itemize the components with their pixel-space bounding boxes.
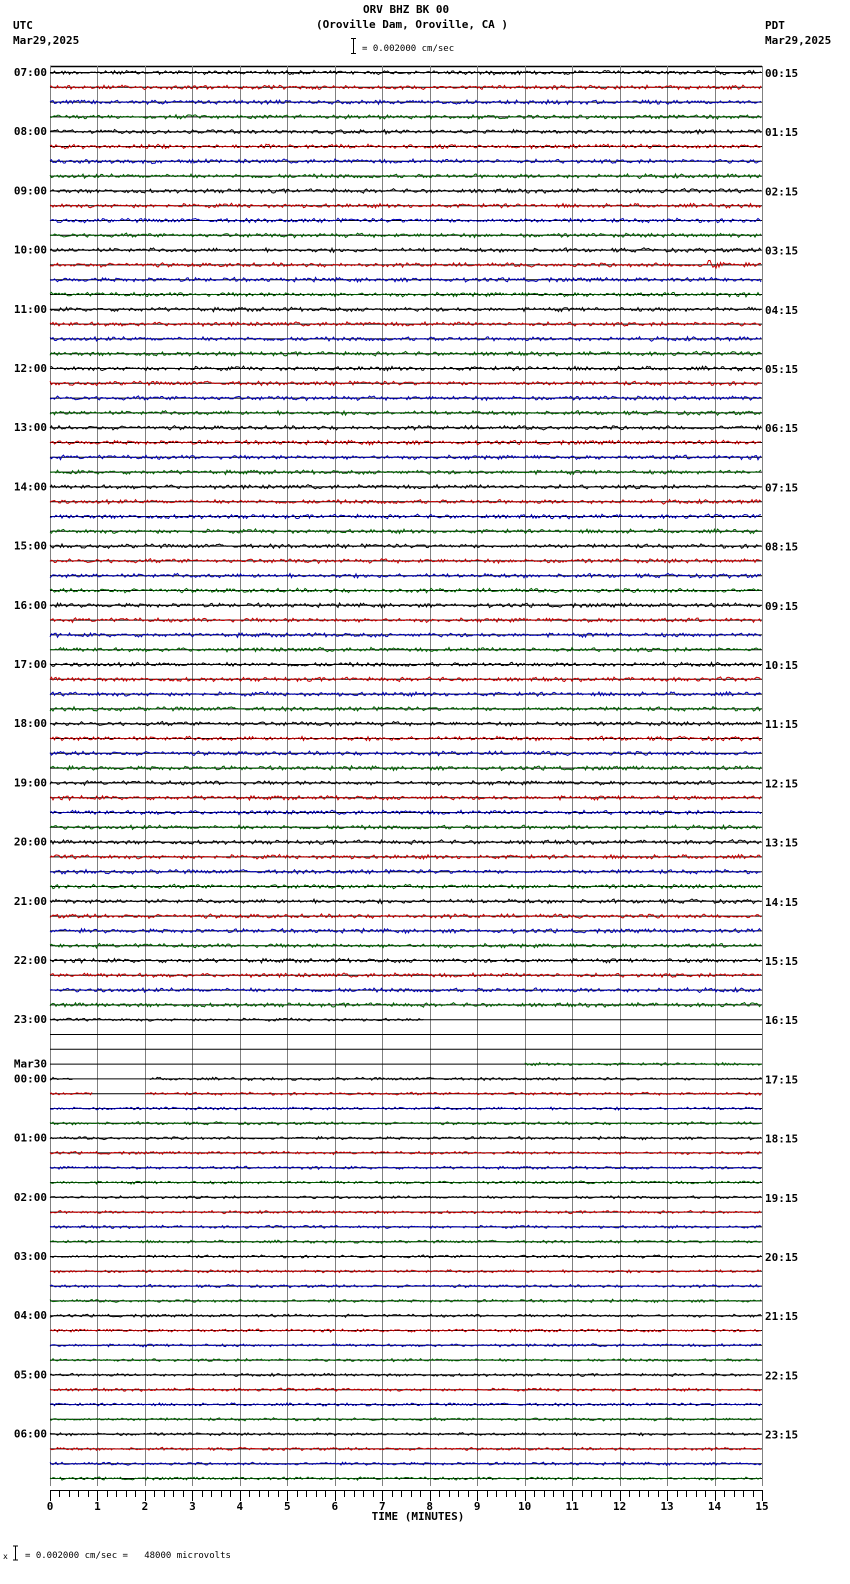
left-time-label: 14:00 — [13, 480, 47, 494]
right-time-label: 04:15 — [765, 303, 799, 317]
trace-row — [50, 470, 761, 475]
trace-row — [50, 751, 761, 755]
left-date: Mar29,2025 — [13, 34, 80, 47]
right-time-label: 07:15 — [765, 481, 799, 495]
right-timezone: PDT — [765, 19, 785, 32]
x-tick-label: 13 — [660, 1500, 674, 1513]
left-time-label: 00:00 — [13, 1072, 47, 1086]
trace-row — [50, 899, 761, 904]
right-time-label: 11:15 — [765, 718, 799, 732]
x-tick-label: 4 — [236, 1500, 244, 1513]
trace-row — [50, 1433, 761, 1436]
station-title: ORV BHZ BK 00 — [363, 3, 450, 16]
x-tick-label: 5 — [284, 1500, 291, 1513]
x-tick-label: 6 — [331, 1500, 339, 1513]
trace-row — [50, 115, 761, 119]
x-tick-label: 3 — [189, 1500, 196, 1513]
right-time-label: 12:15 — [765, 777, 799, 791]
right-time-label: 22:15 — [765, 1369, 799, 1383]
x-tick-label: 7 — [378, 1500, 386, 1513]
trace-row — [50, 1122, 761, 1125]
right-time-label: 15:15 — [765, 955, 799, 968]
left-time-label: 22:00 — [13, 954, 47, 967]
trace-row — [50, 218, 761, 222]
x-tick-label: 1 — [94, 1500, 101, 1513]
scale-text: = 0.002000 cm/sec — [362, 44, 455, 54]
left-time-label: 23:00 — [13, 1013, 47, 1027]
right-time-label: 13:15 — [765, 836, 799, 850]
right-time-label: 16:15 — [765, 1014, 799, 1028]
footer-scale-icon — [3, 1545, 19, 1561]
right-date: Mar29,2025 — [765, 34, 832, 47]
trace-row — [50, 440, 761, 445]
left-time-label: 10:00 — [13, 243, 47, 257]
left-time-label: 08:00 — [13, 125, 47, 139]
x-tick-label: 0 — [46, 1500, 54, 1513]
left-timezone: UTC — [13, 19, 33, 32]
right-time-label: 19:15 — [765, 1191, 799, 1205]
right-time-label: 18:15 — [765, 1132, 799, 1146]
left-time-label: 15:00 — [13, 539, 47, 553]
right-time-label: 03:15 — [765, 244, 799, 258]
right-time-label: 06:15 — [765, 422, 799, 436]
left-time-label: 05:00 — [13, 1368, 47, 1382]
left-time-label: 20:00 — [13, 835, 47, 849]
left-time-label: 11:00 — [13, 302, 47, 316]
right-time-labels — [765, 67, 798, 1442]
trace-row — [50, 781, 761, 786]
trace-row — [50, 1314, 761, 1317]
right-time-label: 21:15 — [765, 1310, 799, 1324]
x-axis-title: TIME (MINUTES) — [371, 1510, 465, 1523]
left-time-label: 18:00 — [13, 717, 47, 731]
right-time-label: 10:15 — [765, 659, 799, 672]
right-time-label: 14:15 — [765, 895, 799, 909]
seismic-traces — [50, 70, 762, 1480]
x-tick-label: 10 — [518, 1500, 532, 1513]
svg-text:x: x — [3, 1552, 8, 1561]
left-time-label: 06:00 — [13, 1427, 47, 1441]
trace-row — [50, 455, 761, 460]
trace-row — [50, 1329, 761, 1332]
right-time-label: 05:15 — [765, 363, 799, 376]
left-time-label: 01:00 — [13, 1131, 47, 1145]
left-time-label: 12:00 — [13, 362, 47, 375]
x-tick-label: 15 — [755, 1500, 769, 1513]
right-time-label: 23:15 — [765, 1428, 799, 1442]
left-time-label: 09:00 — [13, 184, 47, 198]
left-time-labels — [14, 66, 47, 1441]
x-tick-label: 12 — [612, 1500, 627, 1513]
left-time-label: 04:00 — [13, 1309, 47, 1323]
x-axis — [47, 1490, 769, 1523]
left-time-label: 17:00 — [13, 658, 47, 671]
left-time-label: 03:00 — [13, 1250, 47, 1263]
right-time-label: 09:15 — [765, 599, 799, 613]
trace-row — [50, 692, 761, 697]
left-time-label: 19:00 — [13, 776, 47, 790]
trace-row — [50, 1018, 424, 1021]
right-time-label: 01:15 — [765, 126, 799, 140]
footer-scale-note: = 0.002000 cm/sec = 48000 microvolts — [25, 1551, 231, 1561]
x-tick-label: 9 — [473, 1500, 481, 1513]
right-time-label: 02:15 — [765, 185, 799, 199]
x-tick-label: 14 — [707, 1500, 722, 1513]
right-time-label: 20:15 — [765, 1251, 799, 1264]
x-tick-label: 8 — [426, 1500, 434, 1513]
x-tick-label: 2 — [141, 1500, 149, 1513]
left-time-label: 02:00 — [13, 1190, 47, 1204]
left-time-label: 07:00 — [13, 66, 47, 79]
left-time-label: Mar30 — [13, 1057, 47, 1071]
left-time-label: 21:00 — [13, 894, 47, 908]
trace-row — [50, 1373, 761, 1376]
station-location: (Oroville Dam, Oroville, CA ) — [316, 18, 509, 31]
left-time-label: 16:00 — [13, 598, 47, 612]
right-time-label: 08:15 — [765, 540, 799, 554]
left-time-label: 13:00 — [13, 421, 47, 435]
trace-row — [50, 366, 761, 371]
right-time-label: 17:15 — [765, 1073, 799, 1087]
trace-row — [145, 1092, 762, 1095]
trace-row — [50, 603, 761, 608]
right-time-label: 00:15 — [765, 67, 799, 80]
x-tick-label: 11 — [565, 1500, 579, 1513]
trace-row — [50, 1462, 761, 1465]
trace-row — [50, 85, 761, 89]
trace-row — [50, 100, 761, 104]
trace-row — [50, 1270, 761, 1273]
trace-row — [50, 260, 761, 268]
